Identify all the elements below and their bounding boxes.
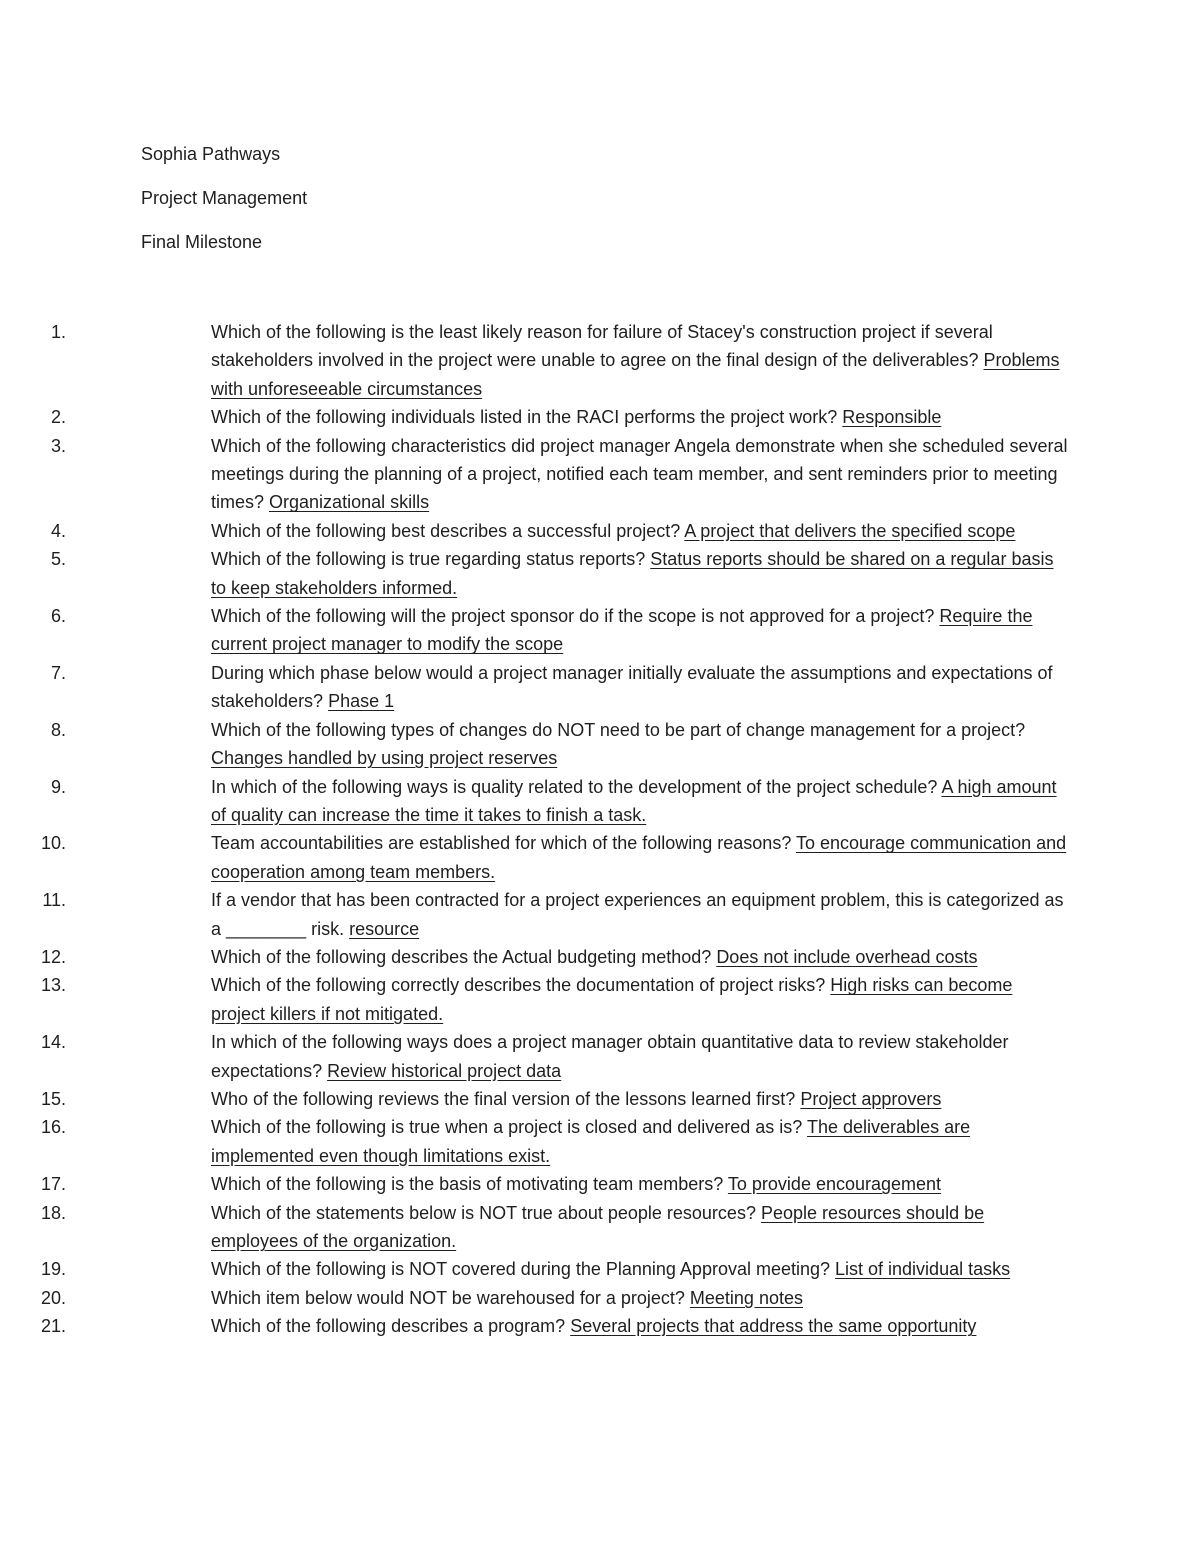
question-answer: Meeting notes <box>689 1287 803 1308</box>
question-item <box>0 1113 1071 1170</box>
question-number: 9. <box>50 776 66 797</box>
question-item <box>0 1028 1071 1085</box>
question-item <box>0 1199 1071 1256</box>
question-text: In which of the following ways does a project manager obtain quantitative data to review stakeholder expectations? <box>211 1032 1009 1081</box>
question-answer: Review historical project data <box>327 1060 562 1081</box>
question-item <box>0 1255 1071 1283</box>
question-number: 16. <box>40 1117 66 1138</box>
question-text: Which of the following describes the Actual budgeting method? <box>211 946 717 967</box>
question-answer: Project approvers <box>800 1088 942 1109</box>
question-answer: A high amount of quality can increase the time it takes to finish a task. <box>211 776 1057 825</box>
question-answer: Several projects that address the same opportunity <box>570 1316 977 1337</box>
question-answer: The deliverables are implemented even though limitations exist. <box>211 1117 971 1166</box>
question-answer: Organizational skills <box>269 492 430 513</box>
question-text: Which of the following best describes a successful project? <box>211 520 685 541</box>
question-item <box>0 545 1071 602</box>
question-number: 20. <box>40 1287 66 1308</box>
question-number: 10. <box>40 833 66 854</box>
question-number: 4. <box>50 520 66 541</box>
question-text: Which of the following is true when a project is closed and delivered as is? <box>211 1117 807 1138</box>
question-number: 19. <box>40 1259 66 1280</box>
question-number: 11. <box>42 890 66 911</box>
institution-name: Sophia Pathways <box>141 144 281 164</box>
question-text: Which of the following is the basis of motivating team members? <box>211 1174 728 1195</box>
question-item <box>0 432 1071 517</box>
question-text: Which of the following describes a program? <box>211 1316 571 1337</box>
question-number: 8. <box>50 719 66 740</box>
question-number: 6. <box>50 606 66 627</box>
question-item <box>0 1170 1071 1198</box>
question-answer: High risks can become project killers if not mitigated. <box>211 975 1013 1024</box>
question-item <box>0 403 1071 431</box>
question-answer: Status reports should be shared on a regular basis to keep stakeholders informed. <box>211 549 1054 598</box>
question-answer: Phase 1 <box>328 691 395 712</box>
question-item <box>0 318 1071 403</box>
question-text: Which of the following individuals listed in the RACI performs the project work? <box>211 407 843 428</box>
question-text: Which of the following correctly describes the documentation of project risks? <box>211 975 831 996</box>
question-number: 12. <box>40 946 66 967</box>
question-item <box>0 1312 1071 1340</box>
question-text: Which of the following will the project sponsor do if the scope is not approved for a project? <box>211 606 940 627</box>
question-number: 14. <box>40 1032 66 1053</box>
question-number: 18. <box>40 1202 66 1223</box>
question-text: Which of the following types of changes do NOT need to be part of change management for a project? <box>211 719 1026 740</box>
document-header <box>141 143 307 275</box>
question-text: Who of the following reviews the final version of the lessons learned first? <box>211 1088 801 1109</box>
question-text: During which phase below would a project manager initially evaluate the assumptions and expectations of stakeholders? <box>211 662 1053 712</box>
question-answer: Responsible <box>842 407 942 428</box>
question-number: 21. <box>40 1316 66 1337</box>
question-number: 15. <box>40 1088 66 1109</box>
question-number: 13. <box>40 975 66 996</box>
question-item <box>0 1284 1071 1312</box>
question-answer: List of individual tasks <box>835 1259 1011 1280</box>
question-number: 1. <box>50 322 66 342</box>
question-item <box>0 716 1071 773</box>
question-text: Which of the statements below is NOT true about people resources? <box>211 1202 761 1223</box>
question-item <box>0 773 1071 830</box>
question-number: 7. <box>50 662 66 683</box>
question-answer: Changes handled by using project reserves <box>211 748 558 769</box>
question-answer: Does not include overhead costs <box>716 946 978 967</box>
question-item <box>0 886 1071 943</box>
question-text: Which of the following characteristics did project manager Angela demonstrate when she scheduled several meetings during the planning of a project, notified each team member, and sent reminders prior to meeting times? <box>211 435 1068 513</box>
question-item <box>0 1085 1071 1113</box>
question-item <box>0 602 1071 659</box>
question-number: 3. <box>50 435 66 456</box>
question-answer: To provide encouragement <box>727 1174 942 1195</box>
question-list <box>0 318 1200 1341</box>
question-number: 2. <box>50 407 66 428</box>
question-text: Which of the following is true regarding status reports? <box>211 549 651 570</box>
question-text: In which of the following ways is quality related to the development of the project schedule? <box>211 776 942 797</box>
question-text: If a vendor that has been contracted for a project experiences an equipment problem, this is categorized as a ________ risk. <box>211 890 1064 939</box>
question-item <box>0 829 1071 886</box>
question-number: 17. <box>40 1174 66 1195</box>
question-text: Which of the following is the least likely reason for failure of Stacey's construction project if several stakeholders involved in the project were unable to agree on the final design of the deliverables? <box>211 322 993 371</box>
question-item <box>0 943 1071 971</box>
question-item <box>0 971 1071 1028</box>
question-answer: People resources should be employees of the organization. <box>211 1202 985 1251</box>
question-answer: Problems with unforeseeable circumstances <box>211 350 1060 399</box>
question-answer: To encourage communication and cooperation among team members. <box>211 833 1067 882</box>
assignment-title: Final Milestone <box>141 232 263 252</box>
question-item <box>0 517 1071 545</box>
question-text: Which of the following is NOT covered during the Planning Approval meeting? <box>211 1259 836 1280</box>
question-answer: Require the current project manager to modify the scope <box>211 606 1033 655</box>
question-answer: A project that delivers the specified scope <box>684 520 1016 541</box>
question-number: 5. <box>50 549 66 570</box>
course-name: Project Management <box>141 188 308 208</box>
question-answer: resource <box>349 918 420 939</box>
question-item <box>0 659 1071 716</box>
question-text: Which item below would NOT be warehoused for a project? <box>211 1287 690 1308</box>
question-text: Team accountabilities are established for which of the following reasons? <box>211 833 796 854</box>
